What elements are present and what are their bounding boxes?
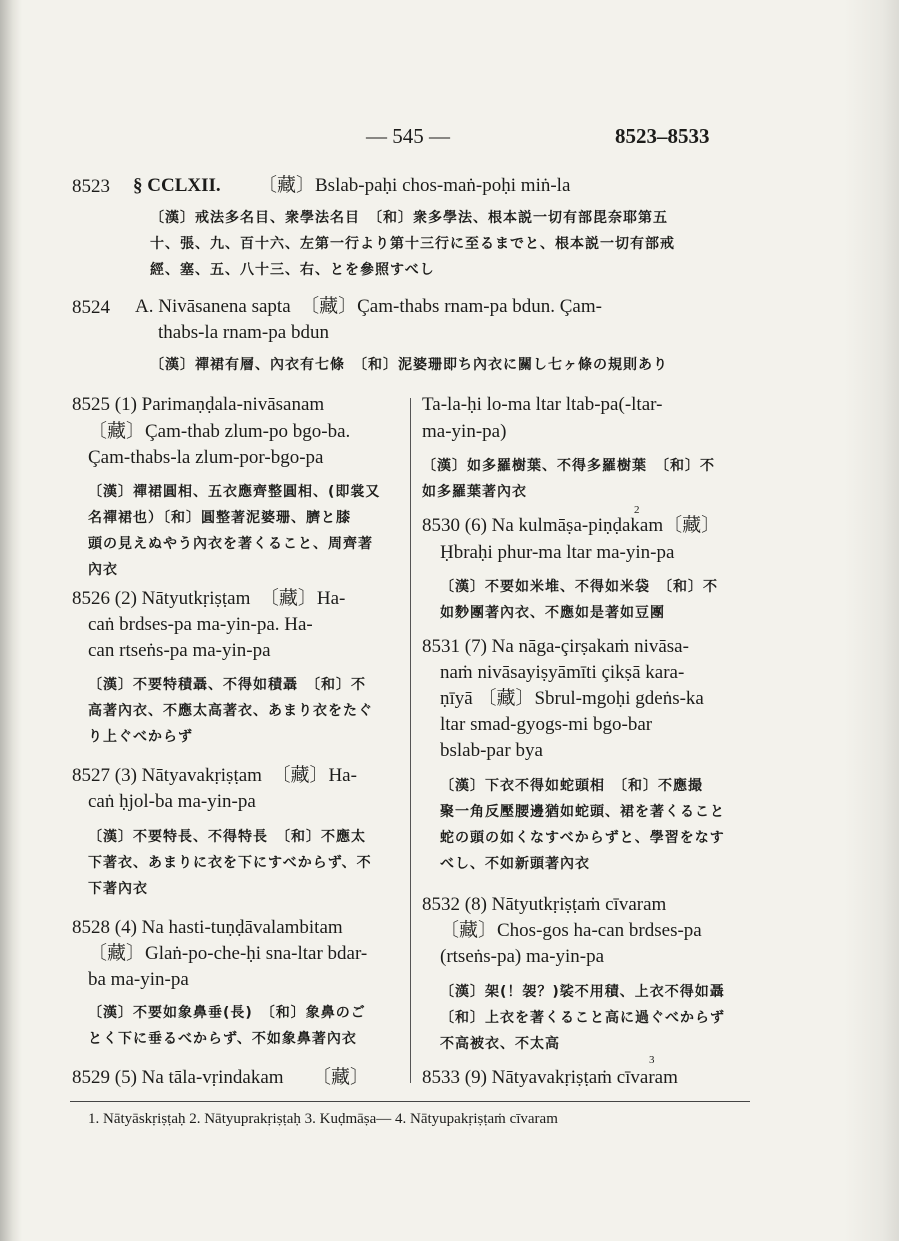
gloss-line: 內衣 (88, 562, 118, 578)
gloss-line: 〔漢〕如多羅樹葉、不得多羅樹葉 〔和〕不 (422, 458, 715, 474)
footnote-marker-2: 2 (634, 504, 640, 516)
entry-8524-line-1: A. Nivāsanena sapta 〔藏〕Çam-thabs rnam-pa bdun. Çam- (135, 296, 602, 317)
text-line: 8533 (9) Nātyavakṛiṣṭaṁ cīvaram (422, 1067, 678, 1088)
text-line: 8529 (5) Na tāla-vṛindakam 〔藏〕 (72, 1067, 370, 1088)
entry-number-8523: 8523 (72, 176, 110, 197)
gloss-line: り上ぐべからず (88, 729, 193, 745)
section-heading: § CCLXII. (133, 175, 221, 196)
gloss-line: 下著衣、あまりに衣を下にすべからず、不 (88, 855, 372, 871)
text-line: 8531 (7) Na nāga-çirṣakaṁ nivāsa- (422, 636, 689, 657)
text-line: 8530 (6) Na kulmāṣa-piṇḍakam〔藏〕 (422, 515, 721, 536)
text-line: ba ma-yin-pa (88, 969, 189, 990)
text-line: caṅ brdses-pa ma-yin-pa. Ha- (88, 614, 313, 635)
gloss-line: 〔漢〕禪裙圓相、五衣應齊整圓相、(即裳又 (88, 484, 381, 500)
footnote-rule (70, 1101, 750, 1102)
gloss-line: 蛇の頭の如くなすべからずと、學習をなす (440, 830, 725, 846)
gloss-line: 〔漢〕不要如米堆、不得如米袋 〔和〕不 (440, 579, 718, 595)
text-line: can rtseṅs-pa ma-yin-pa (88, 640, 271, 661)
page-binding-shadow (0, 0, 22, 1241)
text-line: ma-yin-pa) (422, 421, 507, 442)
text-line: 8532 (8) Nātyutkṛiṣṭaṁ cīvaram (422, 894, 667, 915)
entry-8524-gloss: 〔漢〕禪裙有層、內衣有七條 〔和〕泥婆珊即ち內衣に關し七ヶ條の規則あり (150, 357, 668, 373)
footnote-marker-3: 3 (649, 1054, 655, 1066)
gloss-line: 如麨團著內衣、不應如是著如豆團 (440, 605, 665, 621)
gloss-line: 不高被衣、不太高 (440, 1036, 560, 1052)
entry-8523-tibetan: 〔藏〕Bslab-paḥi chos-maṅ-poḥi miṅ-la (258, 175, 571, 196)
text-line: 〔藏〕Çam-thab zlum-po bgo-ba. (88, 421, 351, 442)
gloss-line: 如多羅葉著內衣 (422, 484, 527, 500)
entry-8523-gloss-2: 十、張、九、百十六、左第一行より第十三行に至るまでと、根本説一切有部戒 (150, 236, 675, 252)
page-edge-shadow (844, 0, 899, 1241)
text-line: 〔藏〕Glaṅ-po-che-ḥi sna-ltar bdar- (88, 943, 368, 964)
gloss-line: 下著內衣 (88, 881, 148, 897)
text-line: Ḥbraḥi phur-ma ltar ma-yin-pa (440, 542, 675, 563)
text-line: Ta-la-ḥi lo-ma ltar ltab-pa(-ltar- (422, 394, 663, 415)
gloss-line: 〔漢〕不要特長、不得特長 〔和〕不應太 (88, 829, 366, 845)
text-line: Çam-thabs-la zlum-por-bgo-pa (88, 447, 324, 468)
text-line: ṇīyā 〔藏〕Sbrul-mgoḥi gdeṅs-ka (440, 688, 704, 709)
text-line: 8528 (4) Na hasti-tuṇḍāvalambitam (72, 917, 343, 938)
gloss-line: 聚一角反壓腰邊猶如蛇頭、裙を著くること (440, 804, 725, 820)
entry-range: 8523–8533 (615, 124, 710, 148)
entry-8523-gloss-1: 〔漢〕戒法多名目、衆學法名目 〔和〕衆多學法、根本説一切有部毘奈耶第五 (150, 210, 668, 226)
page-number: — 545 — (366, 124, 450, 148)
entry-8523-gloss-3: 經、塞、五、八十三、右、とを參照すべし (150, 262, 435, 278)
text-line: 8525 (1) Parimaṇḍala-nivāsanam (72, 394, 325, 415)
gloss-line: 名禪裙也）〔和〕圓整著泥婆珊、臍と膝 (88, 510, 351, 526)
entry-number-8524: 8524 (72, 297, 110, 318)
text-line: 8527 (3) Nātyavakṛiṣṭam 〔藏〕Ha- (72, 765, 357, 786)
gloss-line: 高著內衣、不應太高著衣、あまり衣をたぐ (88, 703, 373, 719)
text-line: ltar smad-gyogs-mi bgo-bar (440, 714, 653, 735)
gloss-line: 〔漢〕下衣不得如蛇頭相 〔和〕不應撮 (440, 778, 703, 794)
gloss-line: べし、不如新頭著內衣 (440, 856, 590, 872)
gloss-line: 〔漢〕不要特積聶、不得如積聶 〔和〕不 (88, 677, 366, 693)
gloss-line: 〔漢〕架(！袈？)裟不用積、上衣不得如聶 (440, 984, 725, 1000)
entry-8524-line-2: thabs-la rnam-pa bdun (158, 322, 329, 343)
text-line: 〔藏〕Chos-gos ha-can brdses-pa (440, 920, 702, 941)
text-line: naṁ nivāsayiṣyāmīti çikṣā kara- (440, 662, 685, 683)
text-line: (rtseṅs-pa) ma-yin-pa (440, 946, 605, 967)
gloss-line: 頭の見えぬやう內衣を著くること、周齊著 (88, 536, 373, 552)
column-divider (410, 398, 411, 1083)
text-line: caṅ ḥjol-ba ma-yin-pa (88, 791, 256, 812)
gloss-line: 〔和〕上衣を著くること高に過ぐべからず (440, 1010, 725, 1026)
gloss-line: とく下に垂るべからず、不如象鼻著內衣 (88, 1031, 357, 1047)
text-line: 8526 (2) Nātyutkṛiṣṭam 〔藏〕Ha- (72, 588, 346, 609)
footnotes: 1. Nātyāskṛiṣṭaḥ 2. Nātyuprakṛiṣṭaḥ 3. Kuḍmāṣa— 4. Nātyupakṛiṣṭaṁ cīvaram (88, 1111, 558, 1127)
text-line: bslab-par bya (440, 740, 543, 761)
gloss-line: 〔漢〕不要如象鼻垂(長) 〔和〕象鼻のご (88, 1005, 366, 1021)
